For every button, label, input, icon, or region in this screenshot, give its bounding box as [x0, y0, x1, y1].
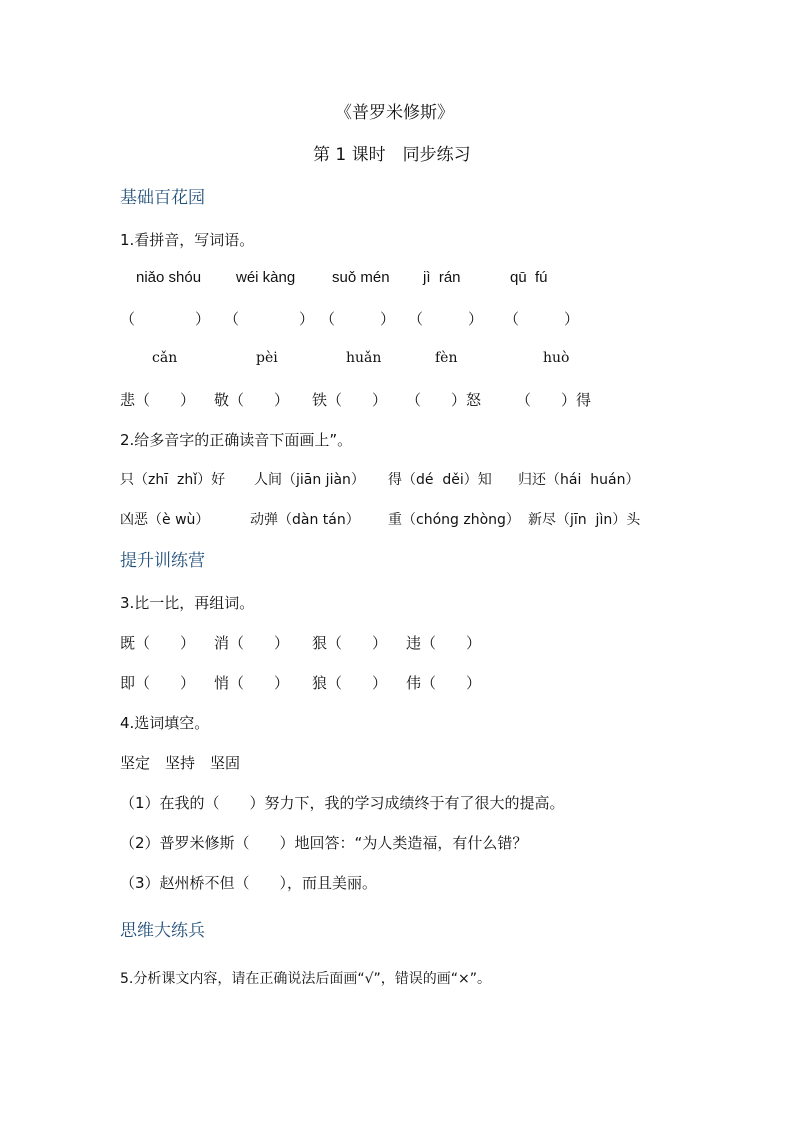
polyphone-item[interactable]: 只（zhī zhǐ）好 [120, 472, 226, 488]
pinyin: cǎn [152, 350, 178, 366]
polyphone-item[interactable]: 人间（jiān jiàn） [254, 472, 365, 488]
answer-blank[interactable]: （ ）怒 [406, 391, 482, 409]
fill-sentence-2[interactable]: （2）普罗米修斯（ ）地回答：“为人类造福，有什么错？ [120, 834, 528, 852]
question-1-prompt: 1.看拼音，写词语。 [120, 231, 255, 249]
answer-blank[interactable]: （ ） [120, 310, 211, 328]
compare-item[interactable]: 悄（ ） [214, 674, 290, 692]
pinyin: niǎo shóu [136, 269, 202, 286]
question-4-prompt: 4.选词填空。 [120, 714, 210, 732]
pinyin: pèi [256, 350, 278, 366]
polyphone-item[interactable]: 动弹（dàn tán） [250, 512, 360, 528]
pinyin: huò [543, 350, 570, 366]
pinyin: fèn [435, 350, 458, 366]
fill-sentence-1[interactable]: （1）在我的（ ）努力下，我的学习成绩终于有了很大的提高。 [120, 794, 565, 812]
section-heading-advanced: 提升训练营 [120, 551, 205, 571]
polyphone-item[interactable]: 得（dé děi）知 [388, 472, 492, 488]
polyphone-item[interactable]: 重（chóng zhòng） [388, 512, 520, 528]
compare-item[interactable]: 狼（ ） [312, 674, 388, 692]
pinyin: qū fú [510, 269, 548, 286]
compare-item[interactable]: 伟（ ） [406, 674, 482, 692]
fill-sentence-3[interactable]: （3）赵州桥不但（ ），而且美丽。 [120, 874, 378, 892]
pinyin: wéi kàng [236, 269, 296, 286]
pinyin: jì rán [423, 269, 461, 286]
polyphone-item[interactable]: 新尽（jīn jìn）头 [528, 512, 641, 528]
word-options: 坚定 坚持 坚固 [120, 754, 241, 772]
answer-blank[interactable]: 铁（ ） [312, 391, 388, 409]
answer-blank[interactable]: （ ） [320, 310, 396, 328]
answer-blank[interactable]: （ ） [224, 310, 315, 328]
compare-item[interactable]: 既（ ） [120, 634, 196, 652]
polyphone-item[interactable]: 归还（hái huán） [518, 472, 640, 488]
document-title: 《普罗米修斯》 [335, 103, 454, 123]
document-subtitle: 第 1 课时 同步练习 [313, 145, 471, 165]
answer-blank[interactable]: （ ） [504, 310, 580, 328]
answer-blank[interactable]: （ ）得 [516, 391, 592, 409]
question-3-prompt: 3.比一比，再组词。 [120, 594, 255, 612]
pinyin: suǒ mén [332, 269, 390, 286]
compare-item[interactable]: 消（ ） [214, 634, 290, 652]
compare-item[interactable]: 违（ ） [406, 634, 482, 652]
polyphone-item[interactable]: 凶恶（è wù） [120, 512, 210, 528]
answer-blank[interactable]: （ ） [408, 310, 484, 328]
compare-item[interactable]: 狠（ ） [312, 634, 388, 652]
section-heading-basic: 基础百花园 [120, 188, 205, 208]
section-heading-thinking: 思维大练兵 [120, 921, 205, 941]
question-5-prompt: 5.分析课文内容，请在正确说法后面画“√”，错误的画“×”。 [120, 971, 492, 987]
answer-blank[interactable]: 敬（ ） [214, 391, 290, 409]
answer-blank[interactable]: 悲（ ） [120, 391, 196, 409]
pinyin: huǎn [346, 350, 382, 366]
question-2-prompt: 2.给多音字的正确读音下面画上”。 [120, 431, 353, 449]
compare-item[interactable]: 即（ ） [120, 674, 196, 692]
